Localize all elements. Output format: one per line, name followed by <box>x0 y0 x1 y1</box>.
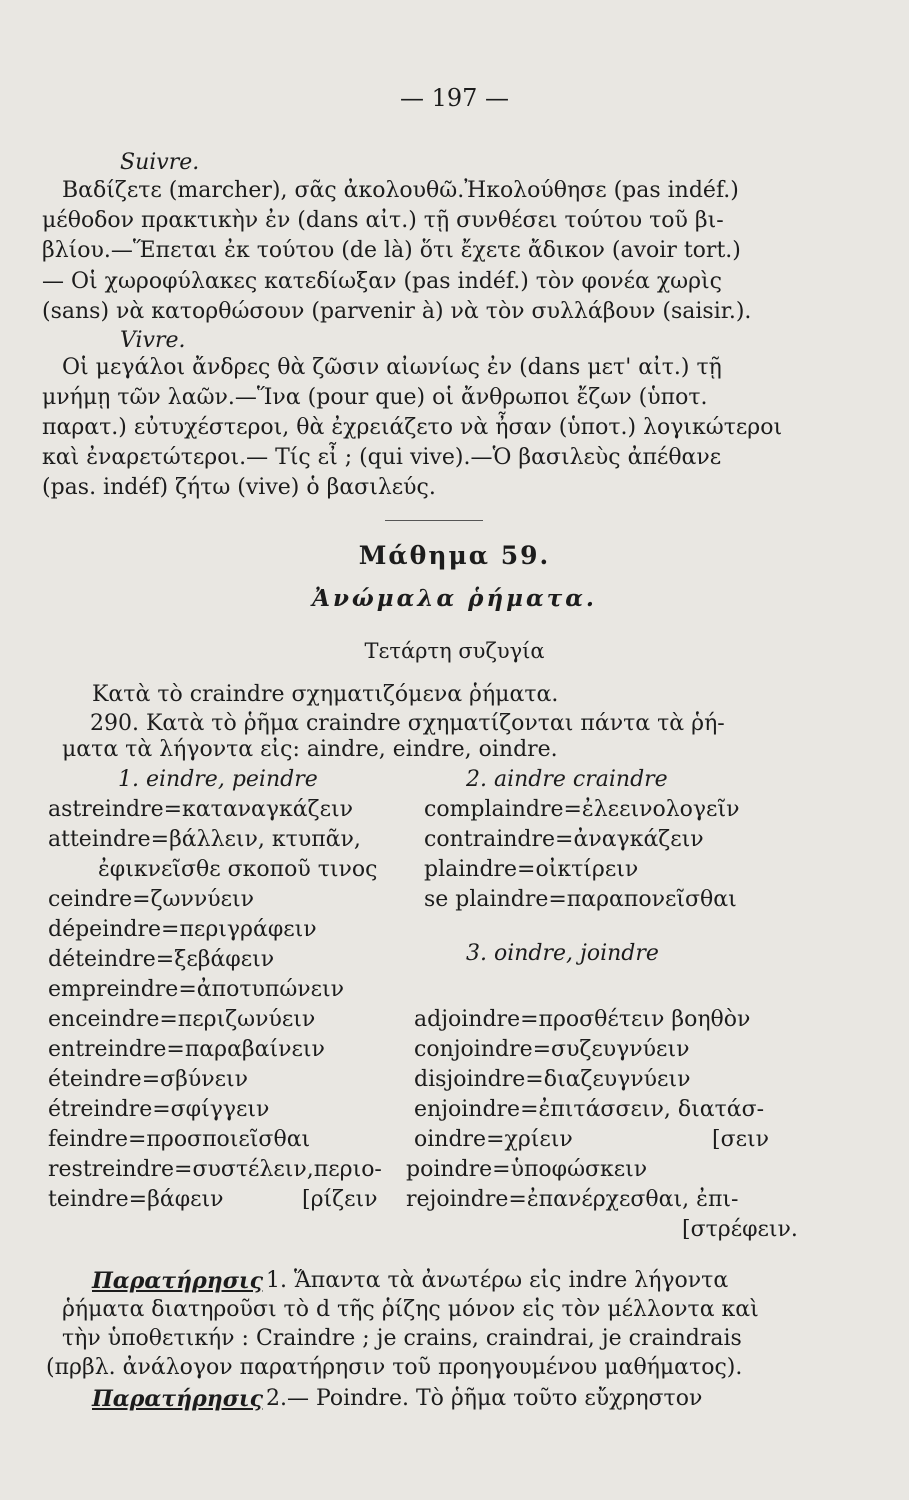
col1-item: atteindre=βάλλειν, κτυπᾶν, <box>48 827 361 852</box>
col3-item: enjoindre=ἐπιτάσσειν, διατάσ- <box>414 1097 765 1122</box>
col2-heading: 2. aindre craindre <box>466 767 668 792</box>
para-290-line-2: ματα τὰ λήγοντα εἰς: aindre, eindre, oindre. <box>62 737 558 762</box>
remark-2-label: Παρατήρησις <box>92 1386 263 1412</box>
col3-item: conjoindre=συζευγνύειν <box>414 1037 690 1062</box>
col1-heading: 1. eindre, peindre <box>118 767 318 792</box>
lesson-intro: Κατὰ τὸ craindre σχηματιζόμενα ῥήματα. <box>92 682 559 707</box>
col3-item: adjoindre=προσθέτειν βοηθὸν <box>414 1007 751 1032</box>
col2-item: complaindre=ἐλεεινολογεῖν <box>424 797 740 822</box>
vivre-line-5: (pas. indéf) ζήτω (vive) ὁ βασιλεύς. <box>42 475 436 500</box>
col3-item: rejoindre=ἐπανέρχεσθαι, ἐπι- <box>406 1187 739 1212</box>
remark-1-line-1: ῥήματα διατηροῦσι τὸ d τῆς ῥίζης μόνον εἰς τὸν μέλλοντα καὶ <box>62 1297 759 1322</box>
conjugation-heading: Τετάρτη συζυγία <box>364 639 545 663</box>
remark-2-text: 2.— Poindre. Τὸ ῥῆμα τοῦτο εὔχρηστον <box>266 1386 703 1411</box>
vivre-line-1: Οἱ μεγάλοι ἄνδρες θὰ ζῶσιν αἰωνίως ἐν (dans μετ' αἰτ.) τῇ <box>62 355 722 380</box>
remark-1-line-2: τὴν ὑποθετικήν : Craindre ; je crains, craindrai, je craindrais <box>62 1326 742 1351</box>
col1-item: astreindre=καταναγκάζειν <box>48 797 353 822</box>
suivre-line-2: μέθοδον πρακτικὴν ἐν (dans αἰτ.) τῇ συνθέσει τούτου τοῦ βι- <box>42 208 724 233</box>
lesson-subtitle: Ἀνώμαλα ῥήματα. <box>312 585 597 612</box>
col1-item: teindre=βάφειν <box>48 1187 224 1212</box>
col1-item-continuation: [ρίζειν <box>302 1187 378 1212</box>
col1-item: éteindre=σβύνειν <box>48 1067 249 1092</box>
col3-item-continuation: [στρέφειν. <box>682 1217 798 1242</box>
suivre-line-5: (sans) νὰ κατορθώσουν (parvenir à) νὰ τὸν συλλάβουν (saisir.). <box>42 299 752 324</box>
suivre-line-4: — Οἱ χωροφύλακες κατεδίωξαν (pas indéf.) τὸν φονέα χωρὶς <box>42 269 722 294</box>
remark-1-line-3: (πρβλ. ἀνάλογον παρατήρησιν τοῦ προηγουμένου μαθήματος). <box>46 1355 743 1380</box>
vivre-heading: Vivre. <box>120 328 186 353</box>
col3-item: disjoindre=διαζευγνύειν <box>414 1067 691 1092</box>
section-divider <box>385 520 483 521</box>
col3-item: poindre=ὑποφώσκειν <box>406 1157 648 1182</box>
col2-item: contraindre=ἀναγκάζειν <box>424 827 704 852</box>
col1-item: déteindre=ξεβάφειν <box>48 947 275 972</box>
col3-heading: 3. oindre, joindre <box>466 941 659 966</box>
para-290-line-1: 290. Κατὰ τὸ ῥῆμα craindre σχηματίζονται πάντα τὰ ῥή- <box>90 711 725 736</box>
col1-item: étreindre=σφίγγειν <box>48 1097 270 1122</box>
suivre-heading: Suivre. <box>120 150 200 175</box>
vivre-line-4: καὶ ἐναρετώτεροι.— Τίς εἶ ; (qui vive).—Ὁ βασιλεὺς ἀπέθανε <box>42 445 722 470</box>
col3-item-continuation: [σειν <box>712 1127 769 1152</box>
col1-item: entreindre=παραβαίνειν <box>48 1037 325 1062</box>
page-number: — 197 — <box>399 84 510 112</box>
col2-item: se plaindre=παραπονεῖσθαι <box>424 887 737 912</box>
lesson-title: Μάθημα 59. <box>358 541 551 570</box>
suivre-line-3: βλίου.—Ἕπεται ἐκ τούτου (de là) ὅτι ἔχετε ἄδικον (avoir tort.) <box>42 238 741 263</box>
vivre-line-2: μνήμῃ τῶν λαῶν.—Ἵνα (pour que) οἱ ἄνθρωποι ἔζων (ὑποτ. <box>42 385 708 410</box>
col1-item: restreindre=συστέλειν,περιο- <box>48 1157 382 1182</box>
remark-1-text: 1. Ἅπαντα τὰ ἀνωτέρω εἰς indre λήγοντα <box>266 1268 729 1293</box>
col1-item: empreindre=ἀποτυπώνειν <box>48 977 345 1002</box>
remark-1-label: Παρατήρησις <box>92 1268 263 1294</box>
col1-item: dépeindre=περιγράφειν <box>48 917 317 942</box>
col1-item: enceindre=περιζωνύειν <box>48 1007 316 1032</box>
suivre-line-1: Βαδίζετε (marcher), σᾶς ἀκολουθῶ.Ἠκολούθησε (pas indéf.) <box>62 178 739 203</box>
col1-item: feindre=προσποιεῖσθαι <box>48 1127 311 1152</box>
col1-item: ceindre=ζωννύειν <box>48 887 254 912</box>
vivre-line-3: παρατ.) εὐτυχέστεροι, θὰ ἐχρειάζετο νὰ ἦσαν (ὑποτ.) λογικώτεροι <box>42 415 783 440</box>
col2-item: plaindre=οἰκτίρειν <box>424 857 639 882</box>
col3-item: oindre=χρίειν <box>414 1127 573 1152</box>
col1-item: ἐφικνεῖσθε σκοποῦ τινος <box>98 857 378 882</box>
